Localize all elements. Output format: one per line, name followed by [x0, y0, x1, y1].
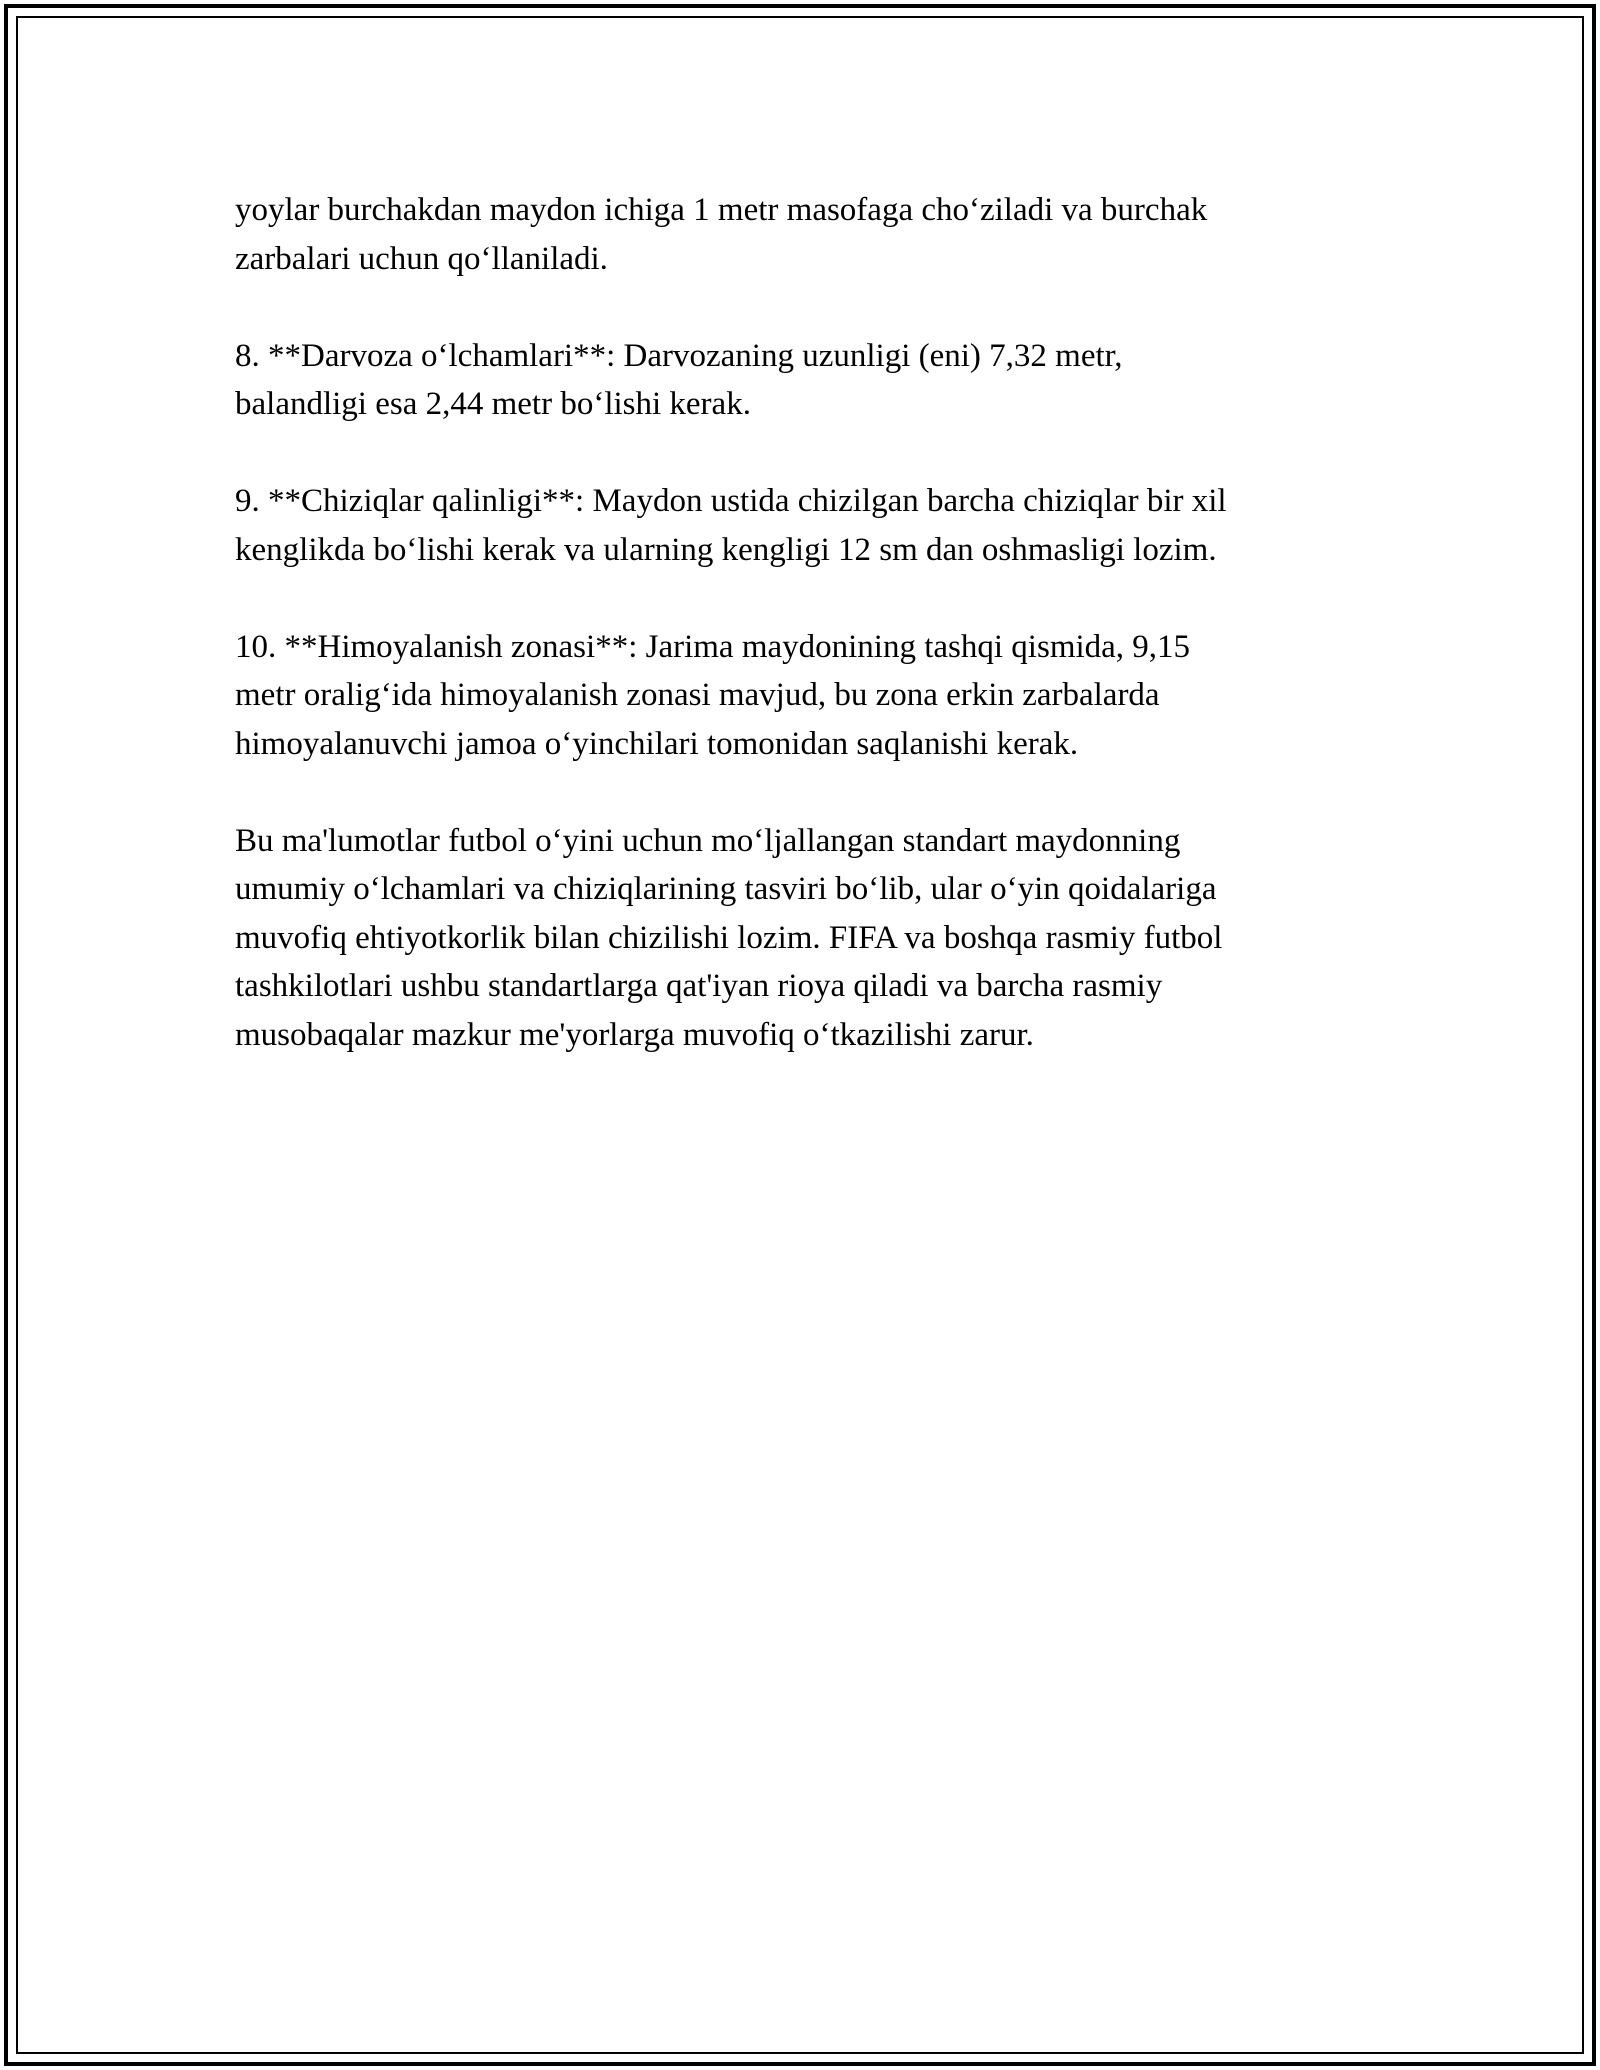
text-line: kenglikda bo‘lishi kerak va ularning kengligi 12 sm dan oshmasligi lozim.: [235, 531, 1217, 568]
text-line: 9. **Chiziqlar qalinligi**: Maydon ustida chizilgan barcha chiziqlar bir xil: [235, 483, 1227, 519]
text-line: muvofiq ehtiyotkorlik bilan chizilishi lozim. FIFA va boshqa rasmiy futbol: [235, 919, 1223, 956]
document-body: [235, 186, 1375, 1059]
text-line: yoylar burchakdan maydon ichiga 1 metr masofaga cho‘ziladi va burchak: [235, 192, 1208, 228]
text-line: metr oralig‘ida himoyalanish zonasi mavjud, bu zona erkin zarbalarda: [235, 677, 1160, 713]
text-line: himoyalanuvchi jamoa o‘yinchilari tomonidan saqlanishi kerak.: [235, 725, 1079, 762]
text-line: zarbalari uchun qo‘llaniladi.: [235, 240, 608, 277]
paragraph-conclusion: [235, 817, 1375, 1060]
paragraph-protection-zone: [235, 623, 1375, 769]
text-line: balandligi esa 2,44 metr bo‘lishi kerak.: [235, 386, 751, 422]
paragraph-line-thickness: [235, 477, 1375, 574]
text-line: Bu ma'lumotlar futbol o‘yini uchun mo‘ljallangan standart maydonning: [235, 822, 1181, 859]
text-line: 8. **Darvoza o‘lchamlari**: Darvozaning uzunligi (eni) 7,32 metr,: [235, 337, 1123, 374]
text-line: tashkilotlari ushbu standartlarga qat'iyan rioya qiladi va barcha rasmiy: [235, 968, 1163, 1004]
paragraph-corner-arcs: [235, 186, 1375, 283]
paragraph-goal-dimensions: [235, 332, 1375, 429]
text-line: 10. **Himoyalanish zonasi**: Jarima maydonining tashqi qismida, 9,15: [235, 628, 1191, 665]
text-line: umumiy o‘lchamlari va chiziqlarining tasviri bo‘lib, ular o‘yin qoidalariga: [235, 871, 1217, 907]
text-line: musobaqalar mazkur me'yorlarga muvofiq o‘tkazilishi zarur.: [235, 1016, 1034, 1053]
